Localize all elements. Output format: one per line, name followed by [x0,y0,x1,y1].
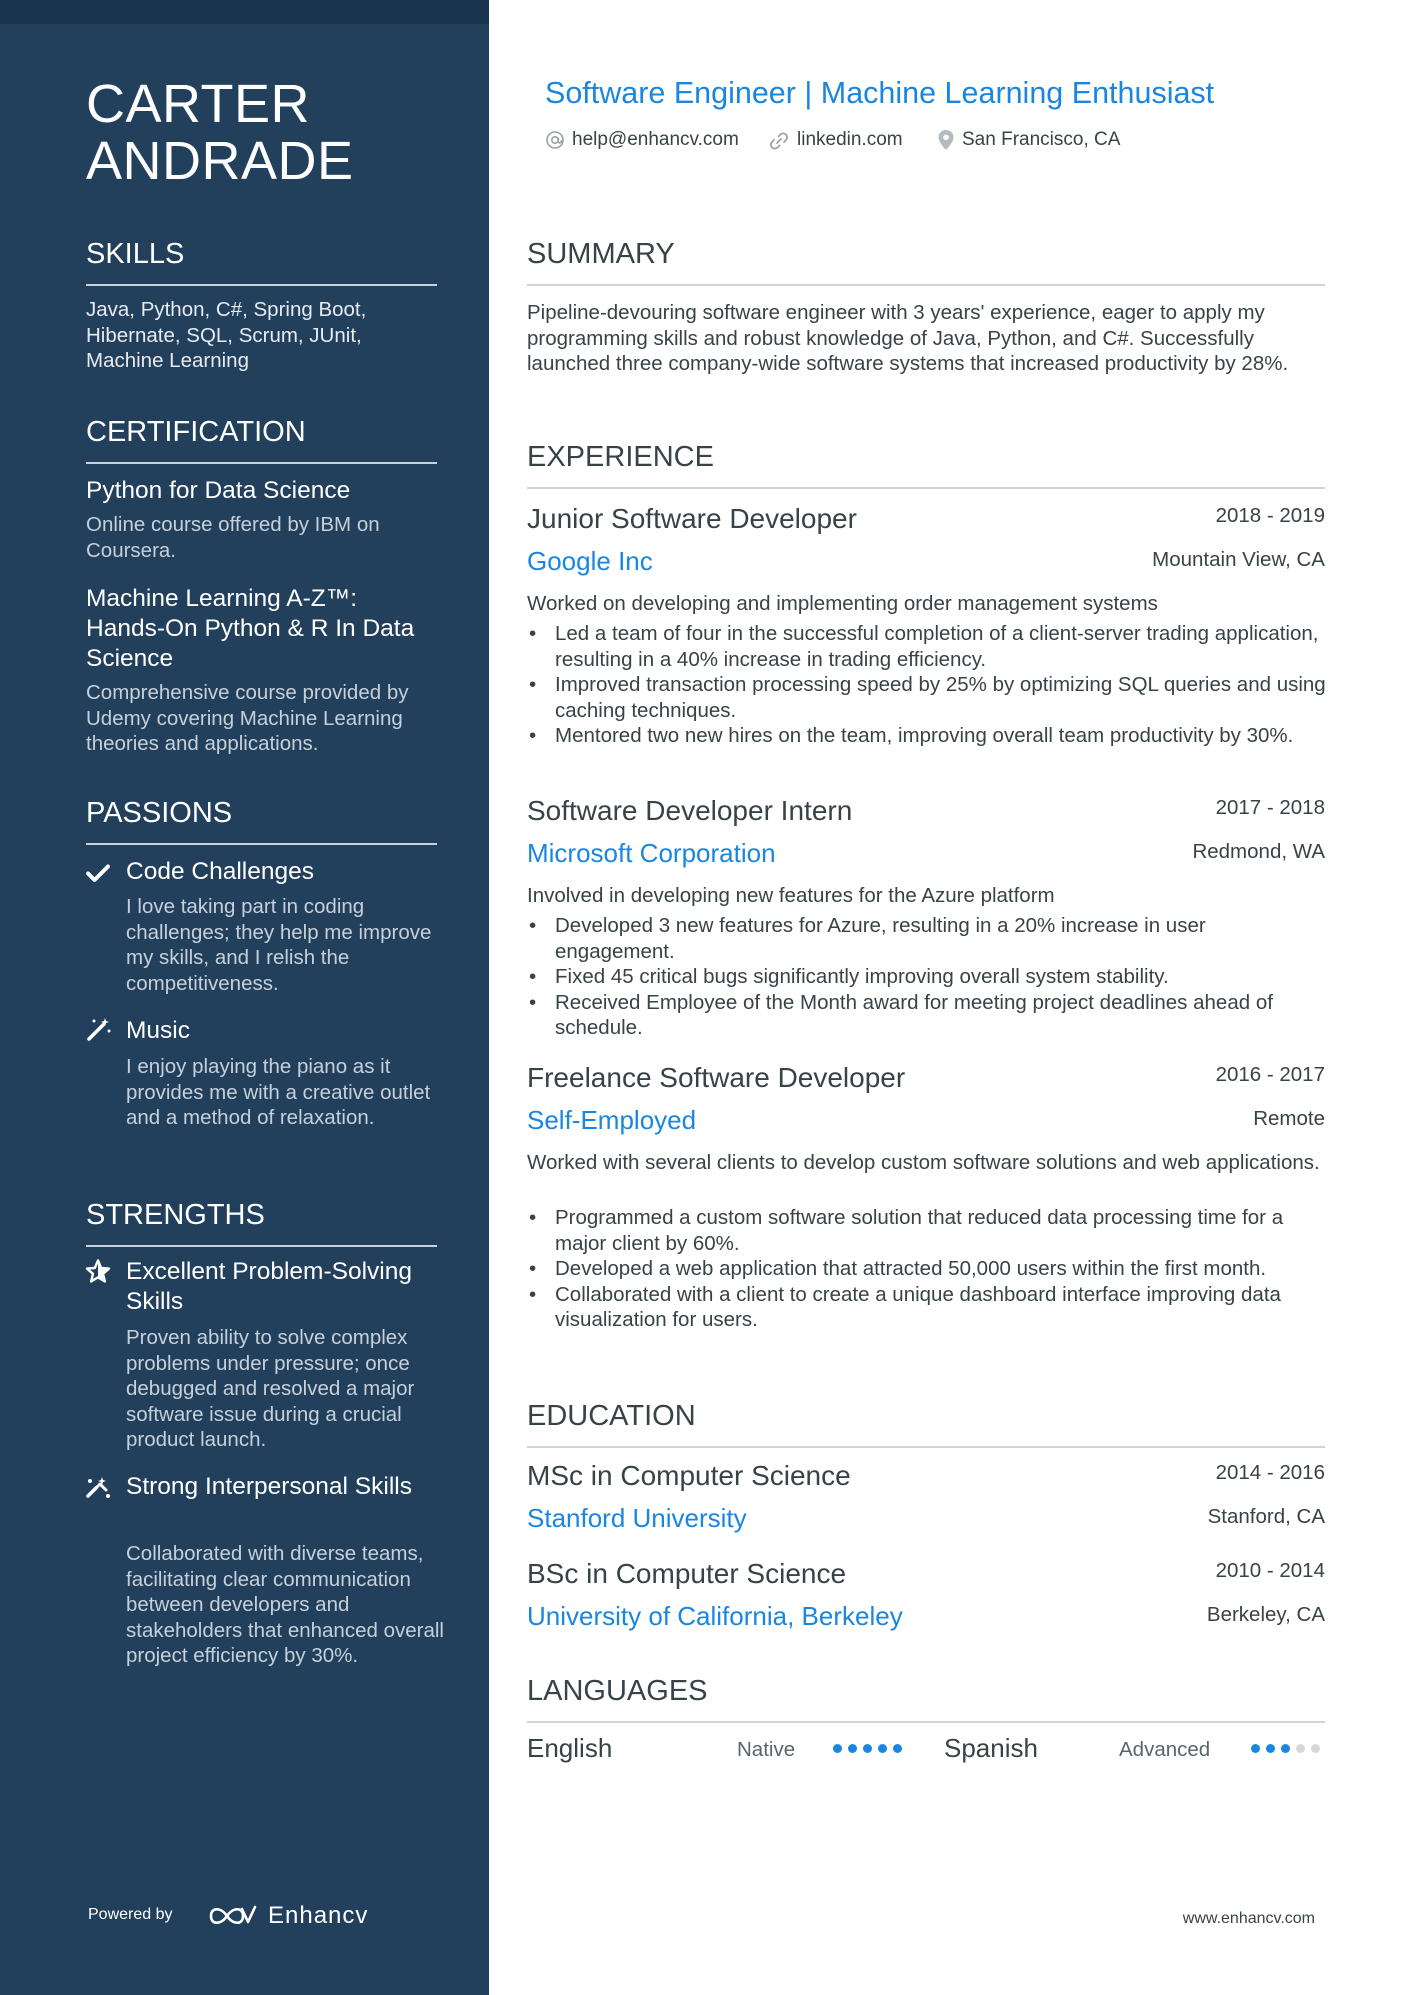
contact-location [937,127,1120,153]
job-company: Self-Employed [527,1105,697,1135]
skills-list: Java, Python, C#, Spring Boot, Hibernate, SQL, Scrum, JUnit, Machine Learning [86,298,367,372]
linkedin-text: linkedin.com [797,129,903,150]
name-line-last: ANDRADE [86,131,354,191]
experience-heading: EXPERIENCE [527,439,1325,489]
footer-url[interactable]: www.enhancv.com [1182,1910,1315,1927]
location-text: San Francisco, CA [962,129,1121,150]
school-name: University of California, Berkeley [527,1601,903,1631]
at-icon [545,130,565,150]
language-level: Advanced [1119,1738,1211,1761]
sidebar-top-bar [0,0,489,24]
job-bullet: • Received Employee of the Month award for meeting project deadlines ahead of schedule. [527,990,1327,1041]
job-title: Software Developer Intern [527,795,853,826]
degree-dates: 2010 - 2014 [1215,1559,1325,1582]
job-bullet: • Improved transaction processing speed by 25% by optimizing SQL queries and using caching techniques. [527,672,1327,723]
passion-desc: I love taking part in coding challenges; they help me improve my skills, and I relish the competitiveness. [126,895,432,995]
powered-by-label: Powered by [88,1906,173,1923]
enhancv-wordmark: Enhancv [268,1902,369,1929]
job-bullet: • Developed 3 new features for Azure, resulting in a 20% increase in user engagement. [527,913,1327,964]
language-name: Spanish [944,1733,1038,1763]
email-text: help@enhancv.com [572,129,739,150]
job-bullet: • Collaborated with a client to create a unique dashboard interface improving data visualization for users. [527,1282,1327,1333]
job-intro: Involved in developing new features for the Azure platform [527,884,1055,907]
language-rating [833,1744,902,1753]
contact-linkedin[interactable] [768,127,903,153]
job-bullet: • Programmed a custom software solution that reduced data processing time for a major client by 60%. [527,1205,1327,1256]
name-line-first: CARTER [86,74,311,134]
language-level: Native [737,1738,796,1761]
job-location: Redmond, WA [1192,840,1325,863]
contact-email[interactable] [545,127,739,153]
headline: Software Engineer | Machine Learning Enthusiast [545,76,1215,110]
rating-dot-empty [1296,1744,1305,1753]
degree-title: MSc in Computer Science [527,1460,851,1491]
strength-desc: Collaborated with diverse teams, facilitating clear communication between developers and stakeholders that enhanced overall project efficiency by 30%. [126,1542,444,1667]
rating-dot-filled [893,1744,902,1753]
job-dates: 2017 - 2018 [1215,796,1325,819]
strength-desc: Proven ability to solve complex problems under pressure; once debugged and resolved a major software issue during a crucial product launch. [126,1326,415,1451]
languages-heading: LANGUAGES [527,1673,1325,1723]
rating-dot-filled [863,1744,872,1753]
job-intro: Worked with several clients to develop custom software solutions and web applications. [527,1151,1320,1174]
language-name: English [527,1733,613,1763]
passion-title: Music [126,1017,190,1044]
summary-text: Pipeline-devouring software engineer with 3 years' experience, eager to apply my programming skills and robust knowledge of Java, Python, and C#. Successfully launched three company-wide software systems that increased productivity by 28%. [527,301,1289,375]
strength-title: Excellent Problem-Solving Skills [126,1258,412,1315]
skills-heading: SKILLS [86,236,437,286]
cert-title: Machine Learning A-Z™: Hands-On Python & R In Data Science [86,585,415,672]
rating-dot-filled [848,1744,857,1753]
job-bullets [527,1205,1327,1333]
job-bullet: • Mentored two new hires on the team, improving overall team productivity by 30%. [527,723,1327,749]
job-bullet: • Led a team of four in the successful completion of a client-server trading application, resulting in a 40% increase in trading efficiency. [527,621,1327,672]
magic-wand-icon [84,1016,112,1044]
degree-title: BSc in Computer Science [527,1558,847,1589]
education-heading: EDUCATION [527,1398,1325,1448]
job-company: Google Inc [527,546,653,576]
job-dates: 2018 - 2019 [1215,504,1325,527]
rating-dot-filled [878,1744,887,1753]
job-title: Junior Software Developer [527,503,857,534]
job-bullet: • Fixed 45 critical bugs significantly improving overall system stability. [527,964,1327,990]
language-rating [1251,1744,1320,1753]
summary-heading: SUMMARY [527,236,1325,286]
rating-dot-filled [1281,1744,1290,1753]
school-name: Stanford University [527,1503,747,1533]
strengths-heading: STRENGTHS [86,1197,437,1247]
sidebar [0,0,489,1995]
job-bullet: • Developed a web application that attracted 50,000 users within the first month. [527,1256,1327,1282]
degree-dates: 2014 - 2016 [1215,1461,1325,1484]
strength-title: Strong Interpersonal Skills [126,1473,412,1500]
check-icon [84,859,112,887]
rating-dot-filled [1266,1744,1275,1753]
handshake-icon [84,1474,112,1502]
passion-title: Code Challenges [126,858,314,885]
enhancv-logo[interactable] [208,1896,368,1936]
rating-dot-filled [833,1744,842,1753]
passions-heading: PASSIONS [86,795,437,845]
job-intro: Worked on developing and implementing order management systems [527,592,1158,615]
location-pin-icon [937,129,955,151]
rating-dot-filled [1251,1744,1260,1753]
job-location: Mountain View, CA [1152,548,1325,571]
cert-title: Python for Data Science [86,477,351,504]
certification-heading: CERTIFICATION [86,414,437,464]
passion-desc: I enjoy playing the piano as it provides me with a creative outlet and a method of relaxation. [126,1055,431,1129]
school-location: Stanford, CA [1207,1505,1325,1528]
star-icon [84,1258,112,1286]
cert-desc: Comprehensive course provided by Udemy covering Machine Learning theories and applications. [86,681,409,755]
school-location: Berkeley, CA [1206,1603,1325,1626]
candidate-name [86,76,354,190]
job-title: Freelance Software Developer [527,1062,906,1093]
rating-dot-empty [1311,1744,1320,1753]
job-bullets [527,913,1327,1041]
cert-desc: Online course offered by IBM on Coursera. [86,513,380,562]
job-location: Remote [1253,1107,1325,1130]
enhancv-logo-icon [208,1902,258,1930]
job-company: Microsoft Corporation [527,838,776,868]
job-bullets [527,621,1327,749]
link-icon [768,130,790,150]
job-dates: 2016 - 2017 [1215,1063,1325,1086]
